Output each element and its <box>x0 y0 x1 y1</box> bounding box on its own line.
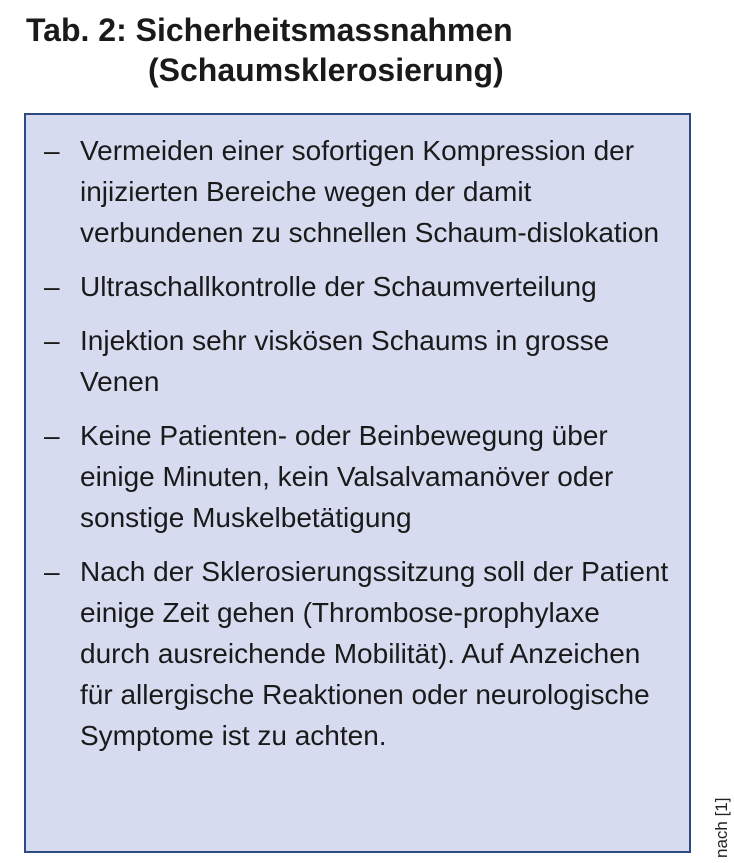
source-reference: nach [1] <box>712 797 731 858</box>
list-item-text: Vermeiden einer sofortigen Kompression der injizierten Bereiche wegen der damit verbundenen zu schnellen Schaum-dislokation <box>80 135 660 248</box>
list-item <box>40 320 675 402</box>
table-number-label: Tab. 2: <box>26 12 127 48</box>
list-item-text: Nach der Sklerosierungssitzung soll der Patient einige Zeit gehen (Thrombose-prophylaxe durch ausreichende Mobilität). Auf Anzeichen für allergische Reaktionen oder neurologische Symptome ist zu achten. <box>80 556 669 751</box>
list-item <box>40 415 675 538</box>
bullet-dash: – <box>44 420 60 451</box>
bullet-dash: – <box>44 271 60 302</box>
table-title <box>26 10 513 90</box>
list-item-text: Keine Patienten- oder Beinbewegung über einige Minuten, kein Valsalvamanöver oder sonstige Muskelbetätigung <box>80 420 614 533</box>
list-item <box>40 266 675 307</box>
safety-measures-box <box>24 113 691 853</box>
bullet-dash: – <box>44 135 60 166</box>
table-title-line1: Sicherheitsmassnahmen <box>135 12 513 48</box>
bullet-dash: – <box>44 325 60 356</box>
list-item-text: Injektion sehr viskösen Schaums in grosse Venen <box>80 325 610 397</box>
table-title-line2: (Schaumsklerosierung) <box>148 52 504 88</box>
list-item <box>40 551 675 756</box>
bullet-dash: – <box>44 556 60 587</box>
list-item <box>40 130 675 253</box>
list-item-text: Ultraschallkontrolle der Schaumverteilung <box>80 271 597 302</box>
safety-measures-list <box>26 115 689 756</box>
